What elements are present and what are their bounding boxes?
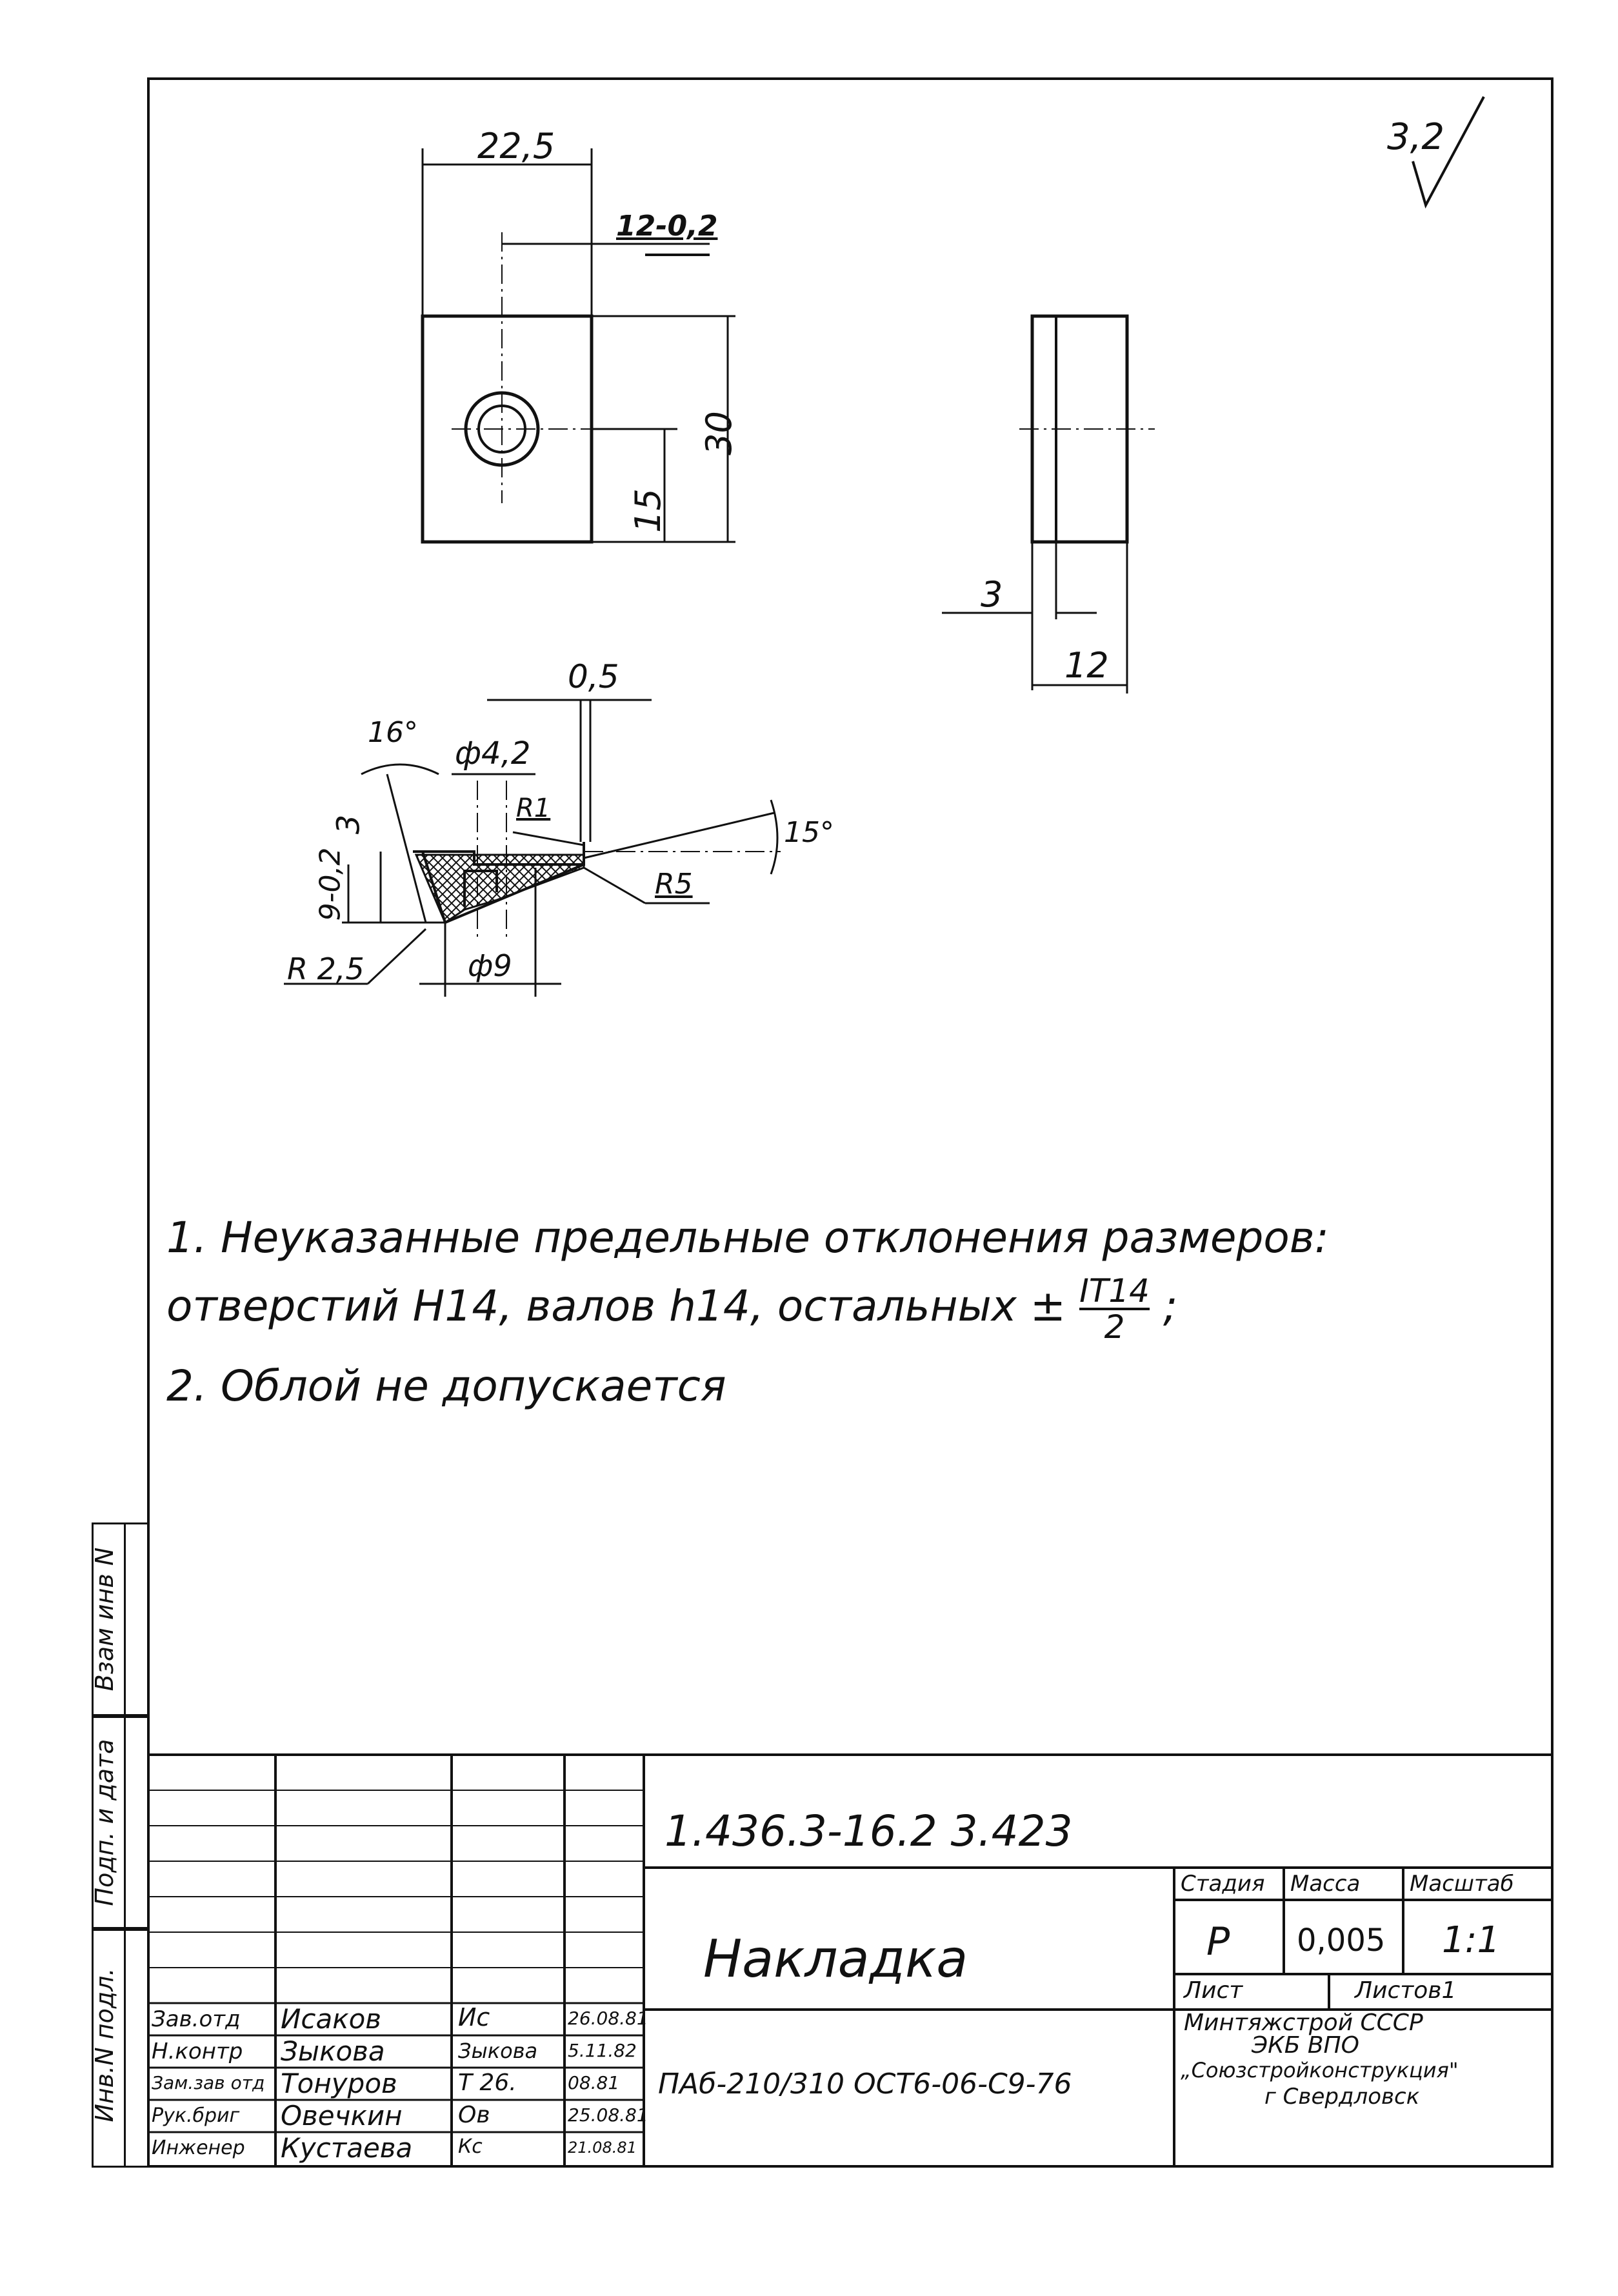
dim-0-5: 0,5 bbox=[568, 658, 619, 695]
signature: Т 26. bbox=[458, 2070, 517, 2096]
masshtab-value: 1:1 bbox=[1442, 1919, 1501, 1961]
list-label: Лист bbox=[1184, 1977, 1243, 2004]
dim-height-15: 15 bbox=[627, 488, 668, 533]
person-name: Исаков bbox=[281, 2003, 382, 2035]
person-name: Тонуров bbox=[281, 2068, 397, 2099]
dim-3: 3 bbox=[330, 814, 367, 835]
sign-date: 08.81 bbox=[568, 2072, 620, 2093]
standard-ref: ПАб-210/310 ОСТ6-06-С9-76 bbox=[658, 2068, 1072, 2101]
side-label-vzam: Взам инв N bbox=[90, 1547, 119, 1692]
masshtab-label: Масштаб bbox=[1410, 1871, 1514, 1897]
signature: Зыкова bbox=[458, 2039, 538, 2063]
dim-r5: R5 bbox=[655, 868, 693, 901]
dim-width-22-5: 22,5 bbox=[477, 126, 555, 166]
role-label: Н.контр bbox=[152, 2039, 243, 2064]
note-fraction-den: 2 bbox=[1104, 1308, 1125, 1346]
role-label: Инженер bbox=[152, 2137, 245, 2159]
dim-dia-4-2: ф4,2 bbox=[455, 735, 531, 772]
side-label-podp: Подп. и дата bbox=[90, 1739, 119, 1906]
person-name: Зыкова bbox=[281, 2035, 385, 2067]
doc-code: 1.436.3-16.2 3.423 bbox=[664, 1806, 1073, 1856]
note-line-2-end: ; bbox=[1163, 1281, 1178, 1332]
sign-date: 26.08.81 bbox=[568, 2008, 648, 2029]
dim-side-3: 3 bbox=[981, 574, 1003, 615]
sign-date: 21.08.81 bbox=[568, 2139, 637, 2157]
note-line-1: 1. Неуказанные предельные отклонения размеров: bbox=[166, 1213, 1329, 1263]
part-name: Накладка bbox=[703, 1929, 968, 1989]
sign-date: 5.11.82 bbox=[568, 2040, 637, 2061]
listov-label: Листов1 bbox=[1355, 1977, 1457, 2004]
dim-hole-offset: 12-0,2 bbox=[616, 210, 718, 243]
role-label: Рук.бриг bbox=[152, 2104, 240, 2127]
dim-r1: R1 bbox=[516, 794, 551, 823]
org-line-3: „Союзстройконструкция" bbox=[1181, 2058, 1459, 2082]
dim-height-30: 30 bbox=[698, 411, 739, 455]
side-label-inv: Инв.N подл. bbox=[90, 1968, 119, 2122]
stadia-value: Р bbox=[1206, 1919, 1230, 1964]
person-name: Овечкин bbox=[281, 2100, 403, 2131]
org-line-2: ЭКБ ВПО bbox=[1252, 2032, 1359, 2059]
org-line-1: Минтяжстрой СССР bbox=[1184, 2010, 1423, 2036]
dim-dia-9: ф9 bbox=[468, 948, 512, 983]
note-fraction-num: IT14 bbox=[1079, 1272, 1150, 1310]
person-name: Кустаева bbox=[281, 2132, 413, 2164]
dim-r2-5: R 2,5 bbox=[287, 952, 365, 986]
role-label: Зав.отд bbox=[152, 2006, 241, 2032]
signature: Кс bbox=[458, 2135, 483, 2158]
sign-date: 25.08.81 bbox=[568, 2104, 648, 2126]
note-line-3: 2. Облой не допускается bbox=[166, 1361, 726, 1411]
note-line-2-text: отверстий Н14, валов h14, остальных ± bbox=[166, 1281, 1066, 1332]
massa-value: 0,005 bbox=[1297, 1922, 1386, 1959]
org-line-4: г Свердловск bbox=[1264, 2084, 1420, 2110]
signature: Ов bbox=[458, 2102, 490, 2128]
dim-side-12: 12 bbox=[1064, 645, 1109, 686]
role-label: Зам.зав отд bbox=[152, 2072, 265, 2093]
dim-9: 9-0,2 bbox=[314, 847, 347, 921]
roughness-value: 3,2 bbox=[1387, 116, 1445, 158]
dim-angle-15: 15° bbox=[784, 816, 834, 849]
signature: Ис bbox=[458, 2003, 490, 2031]
massa-label: Масса bbox=[1290, 1871, 1361, 1897]
dim-angle-16: 16° bbox=[368, 716, 418, 749]
stadia-label: Стадия bbox=[1181, 1871, 1265, 1897]
